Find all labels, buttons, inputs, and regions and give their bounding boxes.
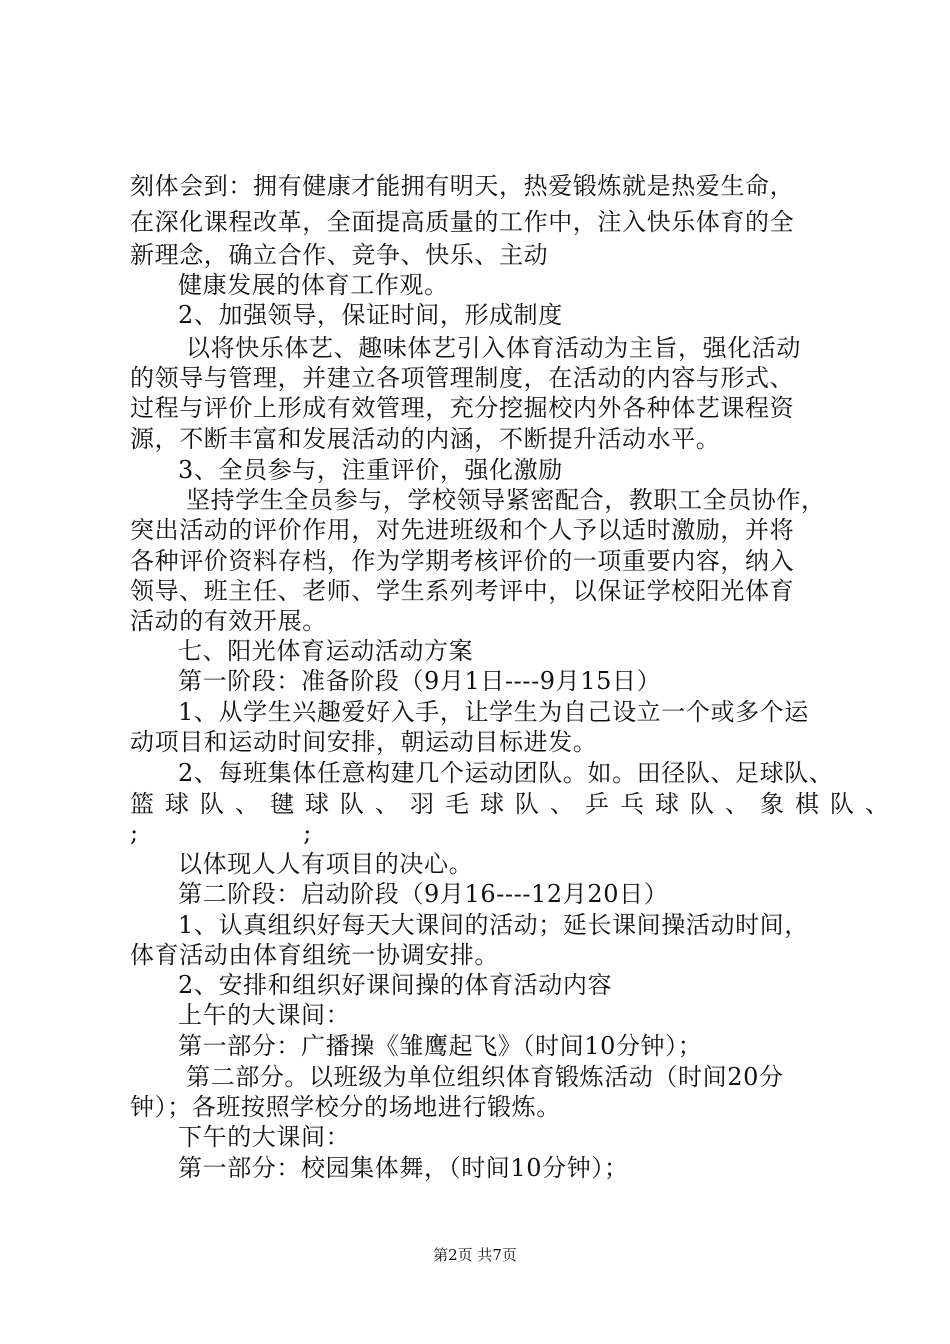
text-line: 的领导与管理，并建立各项管理制度，在活动的内容与形式、 xyxy=(130,364,795,392)
text-line: 1、从学生兴趣爱好入手，让学生为自己设立一个或多个运 xyxy=(178,698,809,726)
text-line: ; ; xyxy=(130,819,312,847)
text-line: 刻体会到：拥有健康才能拥有明天，热爱锻炼就是热爱生命， xyxy=(130,172,795,200)
stage-heading: 第一阶段：准备阶段（9月1日----9月15日） xyxy=(178,667,662,695)
text-line: 以将快乐体艺、趣味体艺引入体育活动为主旨，强化活动 xyxy=(186,334,801,362)
text-line: 源，不断丰富和发展活动的内涵，不断提升活动水平。 xyxy=(130,425,721,453)
text-line: 新理念，确立合作、竞争、快乐、主动 xyxy=(130,241,549,269)
section-heading: 七、阳光体育运动活动方案 xyxy=(178,637,474,665)
text-line: 第一部分：广播操《雏鹰起飞》（时间10分钟）； xyxy=(178,1032,703,1060)
stage-heading: 第二阶段：启动阶段（9月16----12月20日） xyxy=(178,880,669,908)
text-line: 各种评价资料存档，作为学期考核评价的一项重要内容，纳入 xyxy=(130,547,795,575)
page-footer: 第2页 共7页 xyxy=(433,1246,517,1264)
text-line: 第一部分：校园集体舞，（时间10分钟）； xyxy=(178,1154,629,1182)
text-line: 钟）；各班按照学校分的场地进行锻炼。 xyxy=(130,1093,561,1121)
section-heading: 2、加强领导，保证时间，形成制度 xyxy=(178,301,563,329)
text-line: 在深化课程改革，全面提高质量的工作中，注入快乐体育的全 xyxy=(130,208,795,236)
text-line: 篮球队、毽球队、羽毛球队、乒乓球队、象棋队、 xyxy=(130,790,900,818)
text-line: 突出活动的评价作用，对先进班级和个人予以适时激励，并将 xyxy=(130,516,795,544)
text-line: 2、每班集体任意构建几个运动团队。如。田径队、足球队、 xyxy=(178,759,834,787)
text-line: 上午的大课间： xyxy=(178,1001,351,1029)
text-line: 1、认真组织好每天大课间的活动；延长课间操活动时间， xyxy=(178,911,809,939)
text-line: 过程与评价上形成有效管理，充分挖掘校内外各种体艺课程资 xyxy=(130,394,795,422)
text-line: 活动的有效开展。 xyxy=(130,607,327,635)
text-line: 以体现人人有项目的决心。 xyxy=(178,850,474,878)
text-line: 坚持学生全员参与，学校领导紧密配合，教职工全员协作， xyxy=(186,486,826,514)
text-line: 下午的大课间： xyxy=(178,1123,351,1151)
text-line: 健康发展的体育工作观。 xyxy=(178,271,449,299)
text-line: 动项目和运动时间安排，朝运动目标进发。 xyxy=(130,728,598,756)
text-line: 2、安排和组织好课间操的体育活动内容 xyxy=(178,971,613,999)
text-line: 领导、班主任、老师、学生系列考评中，以保证学校阳光体育 xyxy=(130,577,795,605)
text-line: 体育活动由体育组统一协调安排。 xyxy=(130,941,499,969)
section-heading: 3、全员参与，注重评价，强化激励 xyxy=(178,456,563,484)
text-line: 第二部分。以班级为单位组织体育锻炼活动（时间20分 xyxy=(186,1063,784,1091)
